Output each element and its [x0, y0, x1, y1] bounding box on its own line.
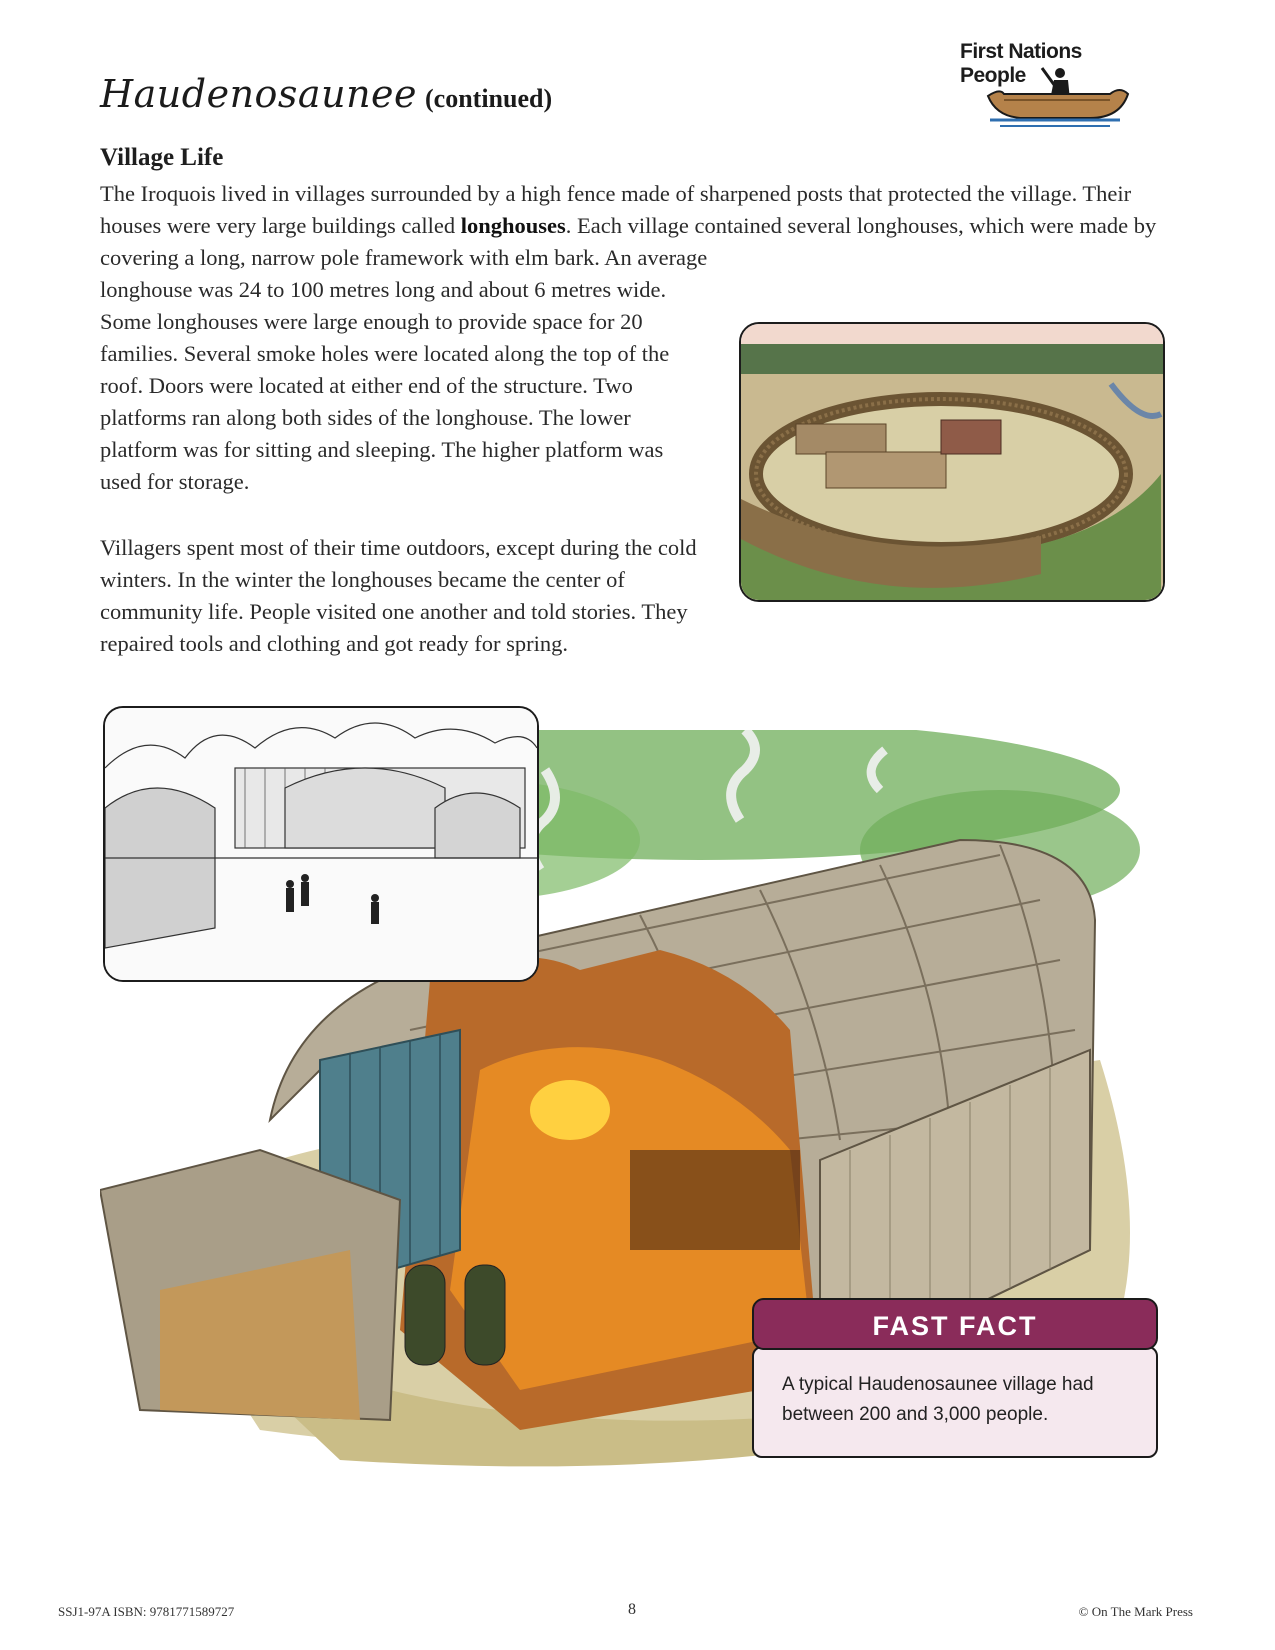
village-sketch-illustration — [103, 706, 539, 982]
village-illustration — [739, 322, 1165, 602]
fast-fact-box — [752, 1298, 1162, 1463]
footer-isbn: SSJ1-97A ISBN: 9781771589727 — [58, 1604, 235, 1619]
page-title — [100, 72, 552, 121]
paragraph-2: Villagers spent most of their time outdoors, except during the cold winters. In the winter the longhouses became the center of community life. People visited one another and told stories. They repaired tools and clothing and got ready for spring. — [100, 535, 697, 656]
paragraph-1-rest: longhouse was 24 to 100 metres long and about 6 metres wide. Some longhouses were large enough to provide space for 20 families. Several smoke holes were located along the top of the roof. Doors were located at either end of the structure. Two platforms ran along both sides of the longhouse. The lower platform was for sitting and sleeping. The higher platform was used for storage. — [100, 277, 670, 494]
paragraph-1-top — [100, 178, 1160, 274]
canoe-icon — [960, 38, 1160, 128]
title-suffix: (continued) — [425, 84, 553, 113]
village-sketch-image — [105, 708, 537, 980]
title-main: Haudenosaunee — [100, 72, 418, 116]
fast-fact-text: A typical Haudenosaunee village had between 200 and 3,000 people. — [752, 1346, 1158, 1458]
footer-publisher: © On The Mark Press — [1078, 1604, 1193, 1619]
fast-fact-heading: FAST FACT — [752, 1298, 1158, 1350]
p1-text-b: . Each village contained several longhouses, which were made by covering a long, narrow pole framework with elm bark. An average — [100, 213, 1157, 270]
first-nations-badge — [960, 38, 1160, 128]
section-heading: Village Life — [100, 144, 224, 171]
palisade-village-image — [741, 324, 1163, 600]
p1-bold-term: longhouses — [460, 213, 566, 238]
p1-text-a: The Iroquois lived in villages surrounded by a high fence made of sharpened posts that protected the village. Their houses were very large buildings called — [100, 181, 1132, 238]
badge-line2: People — [960, 64, 1026, 87]
page-number: 8 — [628, 1601, 636, 1618]
badge-line1: First Nations — [960, 40, 1082, 63]
